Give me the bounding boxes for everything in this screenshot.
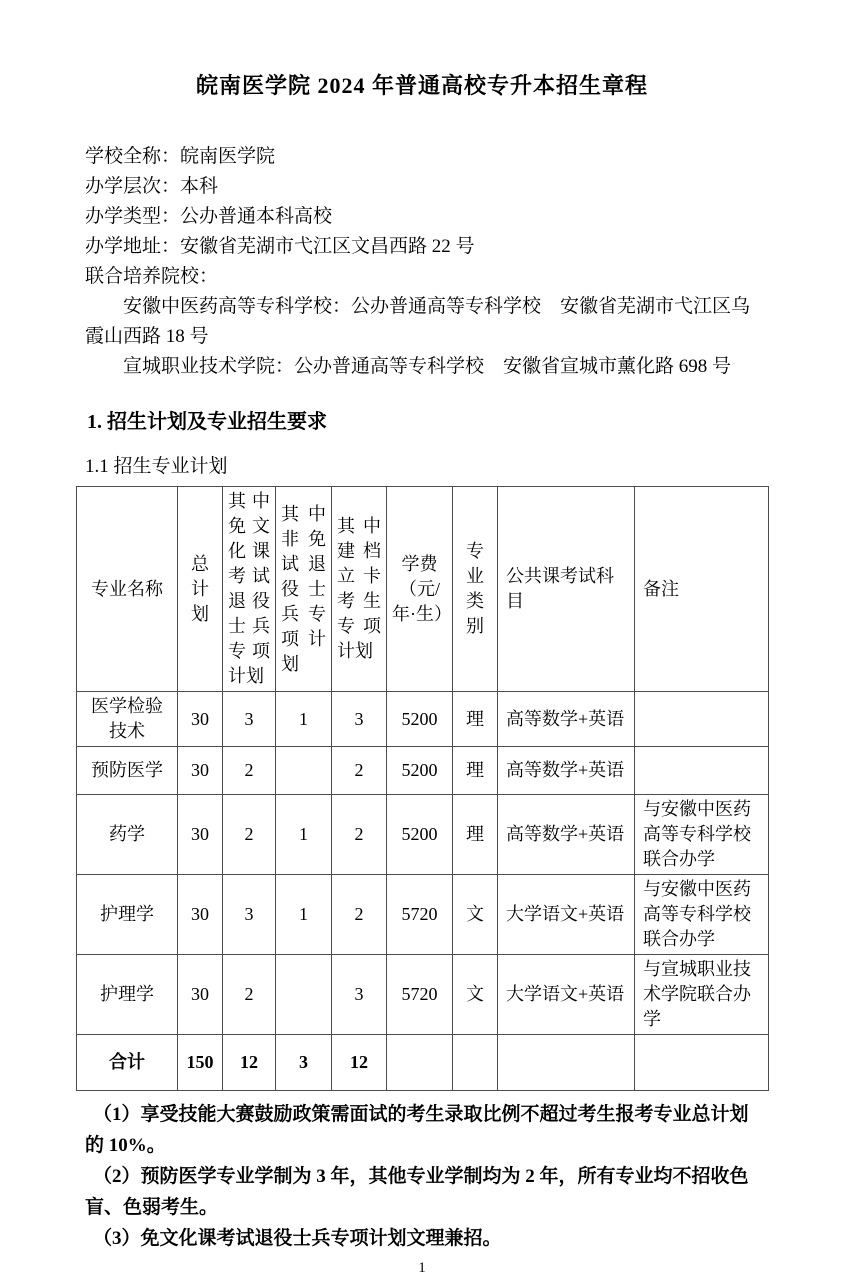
cell-exam-subjects: 大学语文+英语 bbox=[498, 955, 635, 1035]
total-label: 合计 bbox=[77, 1035, 178, 1091]
school-name-line: 学校全称：皖南医学院 bbox=[85, 146, 276, 167]
section-heading: 1. 招生计划及专业招生要求 bbox=[87, 411, 327, 433]
header-non-exempt: 其中非免试退役士兵专项计划 bbox=[276, 487, 332, 692]
cell-total: 30 bbox=[178, 795, 223, 875]
cell-total: 30 bbox=[178, 747, 223, 795]
cell-tuition: 5720 bbox=[387, 875, 453, 955]
cell-remark: 与安徽中医药高等专科学校联合办学 bbox=[635, 795, 769, 875]
cell-tuition: 5200 bbox=[387, 747, 453, 795]
cell-exam-subjects: 高等数学+英语 bbox=[498, 692, 635, 747]
subsection-heading: 1.1 招生专业计划 bbox=[85, 456, 228, 477]
total-non-exempt: 3 bbox=[276, 1035, 332, 1091]
cell-remark: 与宣城职业技术学院联合办学 bbox=[635, 955, 769, 1035]
cell-category: 理 bbox=[453, 795, 498, 875]
footnotes-block bbox=[85, 1099, 766, 1254]
cell-tuition: 5200 bbox=[387, 795, 453, 875]
cell-exempt-culture: 2 bbox=[223, 795, 276, 875]
cell-non-exempt: 1 bbox=[276, 692, 332, 747]
cell-exempt-culture: 2 bbox=[223, 747, 276, 795]
cell-remark bbox=[635, 747, 769, 795]
school-type-line: 办学类型：公办普通本科高校 bbox=[85, 206, 333, 227]
school-info-block bbox=[85, 142, 764, 382]
header-tuition: 学费（元/年·生） bbox=[387, 487, 453, 692]
total-remark bbox=[635, 1035, 769, 1091]
admission-plan-table bbox=[76, 486, 769, 1091]
cell-category: 文 bbox=[453, 875, 498, 955]
cell-exam-subjects: 大学语文+英语 bbox=[498, 875, 635, 955]
cell-major: 预防医学 bbox=[77, 747, 178, 795]
cell-category: 理 bbox=[453, 692, 498, 747]
cell-remark: 与安徽中医药高等专科学校联合办学 bbox=[635, 875, 769, 955]
header-exempt-culture: 其中免文化课考试退役士兵专项计划 bbox=[223, 487, 276, 692]
joint-school-1: 安徽中医药高等专科学校：公办普通高等专科学校 安徽省芜湖市弋江区乌霞山西路 18 号 bbox=[85, 296, 751, 347]
cell-card-holder: 3 bbox=[332, 692, 387, 747]
cell-card-holder: 2 bbox=[332, 875, 387, 955]
document-title: 皖南医学院 2024 年普通高校专升本招生章程 bbox=[195, 73, 648, 98]
total-exam-subjects bbox=[498, 1035, 635, 1091]
table-header-row bbox=[77, 487, 769, 692]
cell-major: 医学检验技术 bbox=[77, 692, 178, 747]
cell-exam-subjects: 高等数学+英语 bbox=[498, 795, 635, 875]
header-major: 专业名称 bbox=[77, 487, 178, 692]
cell-non-exempt: 1 bbox=[276, 795, 332, 875]
table-row bbox=[77, 692, 769, 747]
cell-exam-subjects: 高等数学+英语 bbox=[498, 747, 635, 795]
page-number: 1 bbox=[418, 1260, 426, 1276]
footnote-1: （1）享受技能大赛鼓励政策需面试的考生录取比例不超过考生报考专业总计划的 10%。 bbox=[85, 1104, 749, 1156]
header-total: 总计划 bbox=[178, 487, 223, 692]
cell-total: 30 bbox=[178, 955, 223, 1035]
cell-card-holder: 2 bbox=[332, 747, 387, 795]
school-level-line: 办学层次：本科 bbox=[85, 176, 219, 197]
table-row bbox=[77, 955, 769, 1035]
cell-non-exempt bbox=[276, 747, 332, 795]
total-plan: 150 bbox=[178, 1035, 223, 1091]
cell-exempt-culture: 3 bbox=[223, 875, 276, 955]
header-remark: 备注 bbox=[635, 487, 769, 692]
school-address-line: 办学地址：安徽省芜湖市弋江区文昌西路 22 号 bbox=[85, 236, 475, 257]
joint-school-2: 宣城职业技术学院：公办普通高等专科学校 安徽省宣城市薰化路 698 号 bbox=[123, 356, 732, 377]
cell-major: 护理学 bbox=[77, 955, 178, 1035]
table-row bbox=[77, 875, 769, 955]
cell-major: 药学 bbox=[77, 795, 178, 875]
joint-training-label: 联合培养院校： bbox=[85, 266, 219, 287]
cell-total: 30 bbox=[178, 875, 223, 955]
total-exempt-culture: 12 bbox=[223, 1035, 276, 1091]
cell-card-holder: 2 bbox=[332, 795, 387, 875]
header-card-holder: 其中建档立卡考生专项计划 bbox=[332, 487, 387, 692]
table-row bbox=[77, 747, 769, 795]
cell-tuition: 5720 bbox=[387, 955, 453, 1035]
header-exam-subjects: 公共课考试科目 bbox=[498, 487, 635, 692]
cell-major: 护理学 bbox=[77, 875, 178, 955]
cell-exempt-culture: 2 bbox=[223, 955, 276, 1035]
cell-non-exempt: 1 bbox=[276, 875, 332, 955]
total-card-holder: 12 bbox=[332, 1035, 387, 1091]
cell-non-exempt bbox=[276, 955, 332, 1035]
header-category: 专业类别 bbox=[453, 487, 498, 692]
footnote-2: （2）预防医学专业学制为 3 年，其他专业学制均为 2 年，所有专业均不招收色盲、色弱考生。 bbox=[85, 1166, 749, 1218]
total-tuition bbox=[387, 1035, 453, 1091]
cell-remark bbox=[635, 692, 769, 747]
cell-total: 30 bbox=[178, 692, 223, 747]
footnote-3: （3）免文化课考试退役士兵专项计划文理兼招。 bbox=[93, 1228, 502, 1249]
total-category bbox=[453, 1035, 498, 1091]
cell-tuition: 5200 bbox=[387, 692, 453, 747]
cell-exempt-culture: 3 bbox=[223, 692, 276, 747]
table-total-row bbox=[77, 1035, 769, 1091]
cell-category: 文 bbox=[453, 955, 498, 1035]
cell-card-holder: 3 bbox=[332, 955, 387, 1035]
table-row bbox=[77, 795, 769, 875]
cell-category: 理 bbox=[453, 747, 498, 795]
